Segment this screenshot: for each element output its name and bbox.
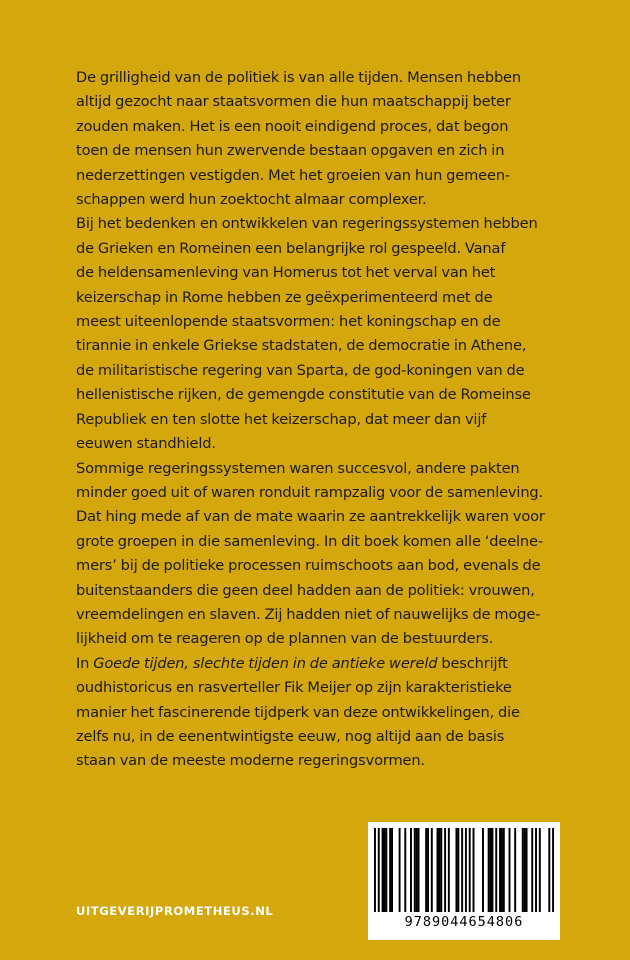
barcode-bar — [448, 828, 450, 912]
barcode-bar — [425, 828, 427, 912]
publisher-website: UITGEVERIJPROMETHEUS.NL — [76, 904, 274, 918]
blurb-line: de heldensamenleving van Homerus tot het verval van het — [76, 264, 496, 282]
blurb-line: hellenistische rijken, de gemengde constitutie van de Romeinse — [76, 386, 531, 404]
blurb-line: staan van de meeste moderne regeringsvormen. — [76, 752, 425, 770]
blurb-line: Bij het bedenken en ontwikkelen van regeringssystemen hebben — [76, 215, 538, 233]
barcode-bar — [455, 828, 457, 912]
blurb-line: zelfs nu, in de eenentwintigste eeuw, nog altijd aan de basis — [76, 727, 505, 745]
barcode-bar — [378, 828, 380, 912]
barcode-bar — [548, 828, 550, 912]
blurb-line: zouden maken. Het is een nooit eindigend proces, dat begon — [76, 117, 509, 135]
barcode-bar — [552, 828, 554, 912]
barcode-bar — [526, 828, 528, 912]
blurb-line: keizerschap in Rome hebben ze geëxperimenteerd met de — [76, 288, 493, 306]
blurb-line: De grilligheid van de politiek is van alle tijden. Mensen hebben — [76, 69, 521, 86]
blurb-line: altijd gezocht naar staatsvormen die hun maatschappij beter — [76, 93, 511, 111]
blurb-line: schappen werd hun zoektocht almaar complexer. — [76, 191, 427, 209]
barcode-bar — [465, 828, 467, 912]
barcode-bar — [482, 828, 484, 912]
barcode-bar — [399, 828, 401, 912]
blurb-line: Republiek en ten slotte het keizerschap, dat meer dan vijf — [76, 410, 487, 428]
barcode-bar — [389, 828, 391, 912]
blurb-line: de Grieken en Romeinen een belangrijke rol gespeeld. Vanaf — [76, 239, 506, 257]
blurb-line: de militaristische regering van Sparta, de god-koningen van de — [76, 361, 525, 379]
barcode-bar — [374, 828, 376, 912]
barcode-bar — [385, 828, 387, 912]
blurb-line: meest uiteenlopende staatsvormen: het koningschap en de — [76, 313, 501, 331]
barcode-bar — [438, 828, 440, 912]
blurb-text — [76, 66, 556, 774]
blurb-line: Dat hing mede af van de mate waarin ze aantrekkelijk waren voor — [76, 508, 545, 526]
barcode-bar — [461, 828, 463, 912]
blurb-line: minder goed uit of waren ronduit rampzalig voor de samenleving. — [76, 483, 544, 501]
blurb-line: eeuwen standhield. — [76, 435, 216, 453]
barcode-bar — [522, 828, 524, 912]
blurb-line: grote groepen in die samenleving. In dit boek komen alle ‘deelne- — [76, 532, 543, 550]
isbn-barcode — [368, 822, 560, 940]
barcode-bar — [524, 828, 526, 912]
blurb-line: Sommige regeringssystemen waren succesvol, andere pakten — [76, 459, 520, 477]
barcode-bar — [404, 828, 406, 912]
barcode-bar — [383, 828, 385, 912]
barcode-bar — [382, 828, 384, 912]
blurb-line: buitenstaanders die geen deel hadden aan de politiek: vrouwen, — [76, 581, 535, 599]
barcode-bar — [444, 828, 446, 912]
barcode-bars — [374, 828, 554, 912]
blurb-line: manier het fascinerende tijdperk van deze ontwikkelingen, die — [76, 703, 520, 721]
barcode-bar — [440, 828, 442, 912]
blurb-line: toen de mensen hun zwervende bestaan opgaven en zich in — [76, 142, 505, 160]
line-suffix: beschrijft — [437, 654, 508, 672]
barcode-bar — [437, 828, 439, 912]
barcode-bar — [501, 828, 503, 912]
barcode-bar — [495, 828, 497, 912]
isbn-number: 9789044654806 — [404, 914, 524, 930]
barcode-bar — [514, 828, 516, 912]
barcode-bar — [509, 828, 511, 912]
barcode-bar — [414, 828, 416, 912]
barcode-bar — [499, 828, 501, 912]
blurb-line-with-title — [76, 652, 556, 676]
barcode-bar — [491, 828, 493, 912]
barcode-bar — [539, 828, 541, 912]
barcode-bar — [488, 828, 490, 912]
blurb-line: tirannie in enkele Griekse stadstaten, de democratie in Athene, — [76, 337, 527, 355]
barcode-bar — [418, 828, 420, 912]
barcode-bar — [457, 828, 459, 912]
barcode-bar — [535, 828, 537, 912]
blurb-line: vreemdelingen en slaven. Zij hadden niet of nauwelijks de moge- — [76, 605, 541, 623]
barcode-bar — [503, 828, 505, 912]
barcode-bar — [531, 828, 533, 912]
barcode-bar — [490, 828, 492, 912]
barcode-bar — [410, 828, 412, 912]
book-title: Goede tijden, slechte tijden in de antieke wereld — [93, 654, 438, 672]
blurb-line: oudhistoricus en rasverteller Fik Meijer op zijn karakteristieke — [76, 679, 512, 697]
barcode-bar — [427, 828, 429, 912]
barcode-bar — [473, 828, 475, 912]
line-prefix: In — [76, 654, 94, 672]
blurb-line: mers’ bij de politieke processen ruimschoots aan bod, evenals de — [76, 557, 541, 575]
barcode-bar — [416, 828, 418, 912]
blurb-line: lijkheid om te reageren op de plannen van de bestuurders. — [76, 630, 494, 648]
barcode-bar — [431, 828, 433, 912]
blurb-line: nederzettingen vestigden. Met het groeien van hun gemeen- — [76, 166, 511, 184]
barcode-bar — [391, 828, 393, 912]
barcode-bar — [469, 828, 471, 912]
